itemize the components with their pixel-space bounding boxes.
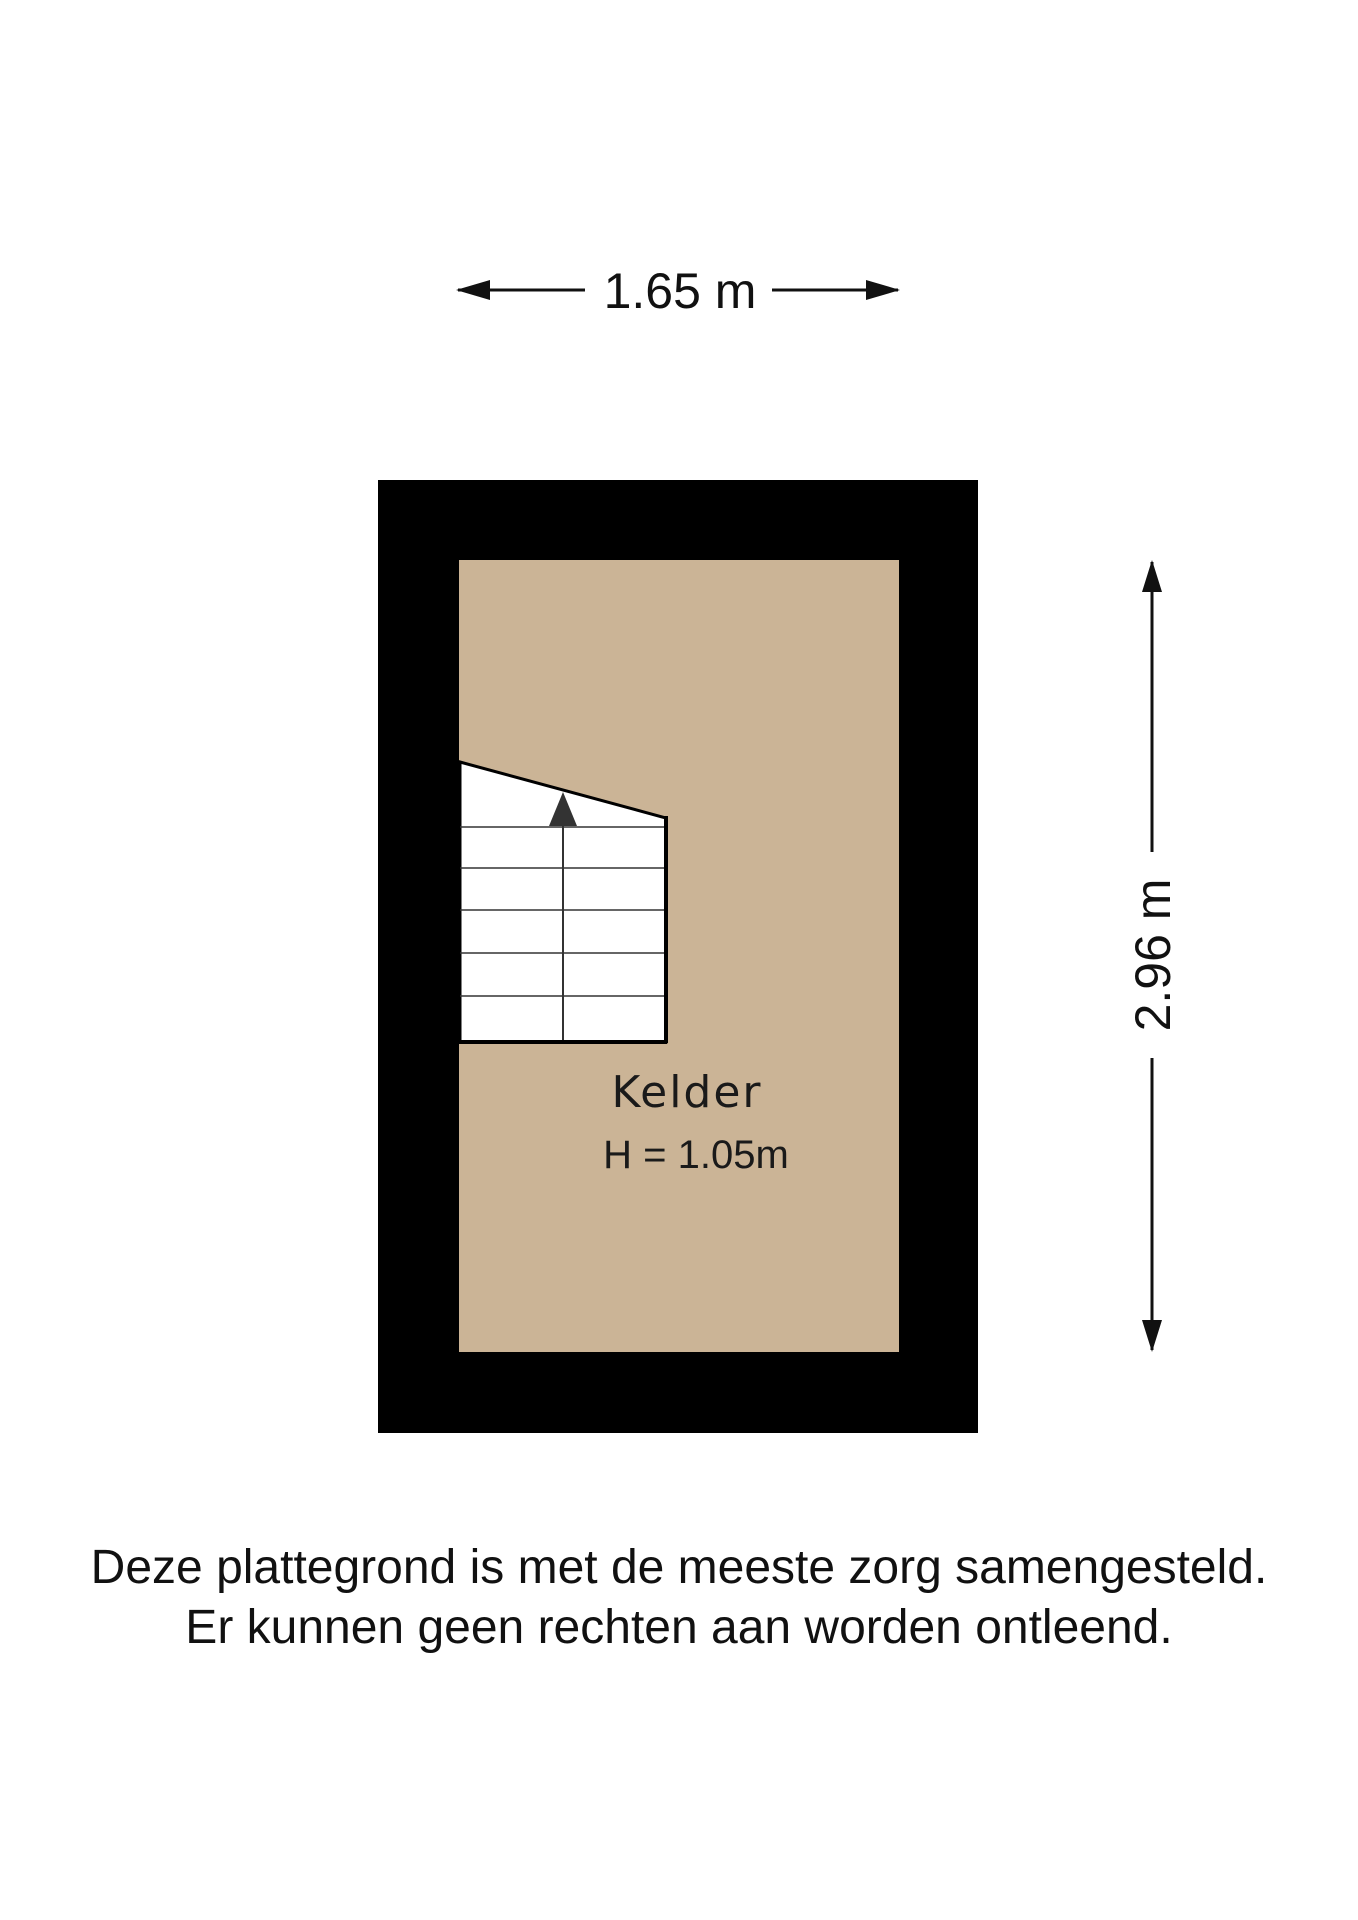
disclaimer-line-1: Deze plattegrond is met de meeste zorg samengesteld.: [90, 1541, 1268, 1594]
width-arrowhead-left: [456, 280, 490, 300]
height-arrowhead-bottom: [1142, 1320, 1162, 1352]
height-dimension-label: 2.96 m: [1125, 878, 1181, 1032]
disclaimer-line-2: Er kunnen geen rechten aan worden ontleend.: [185, 1601, 1173, 1654]
room-name-label: Kelder: [611, 1067, 763, 1118]
width-arrowhead-right: [866, 280, 900, 300]
width-dimension: [456, 263, 900, 319]
height-dimension: [1125, 560, 1181, 1352]
room-height-label: H = 1.05m: [603, 1133, 789, 1177]
width-dimension-label: 1.65 m: [603, 263, 757, 319]
height-arrowhead-top: [1142, 560, 1162, 592]
